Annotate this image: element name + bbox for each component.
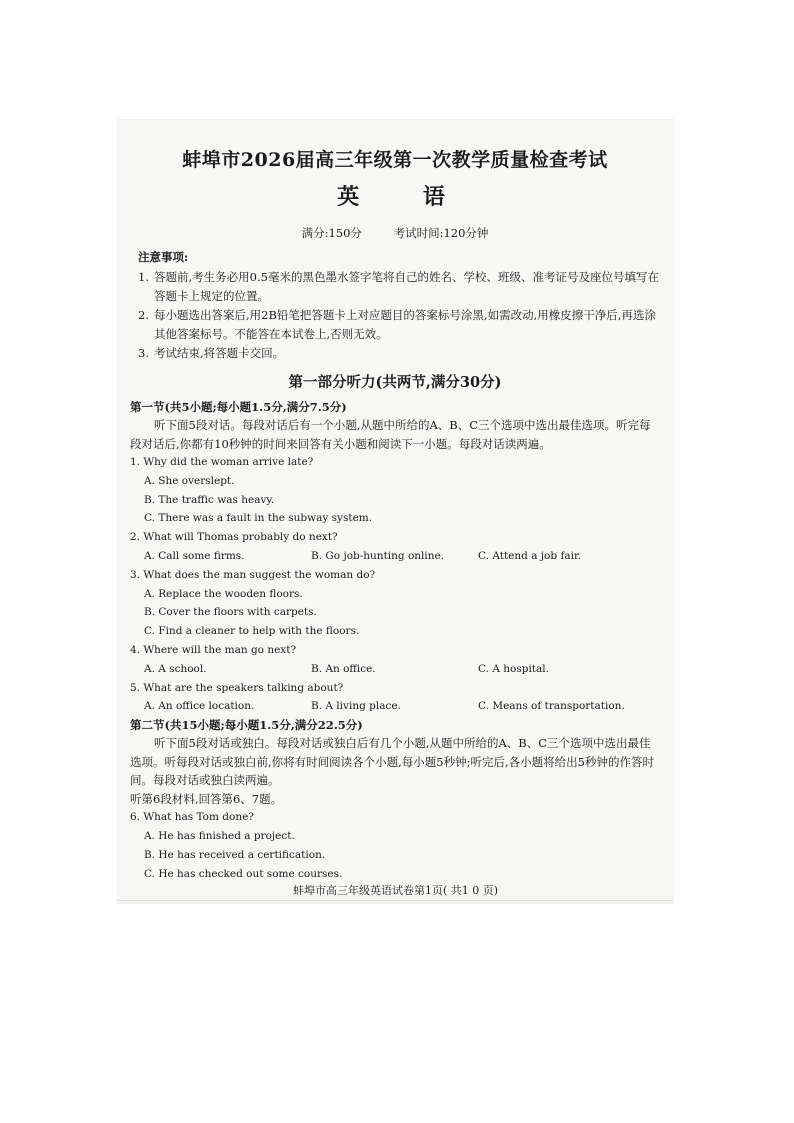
option-a: A. An office location. [144, 700, 255, 713]
part-title: 第一部分听力(共两节,满分30分) [288, 374, 502, 391]
option-row [130, 547, 660, 566]
notice-num: 2. [138, 308, 149, 322]
option-b: B. Go job-hunting online. [311, 549, 445, 562]
option-c: C. He has checked out some courses. [144, 867, 343, 880]
notice-item [138, 268, 660, 306]
subject-title: 英 语 [337, 184, 473, 210]
option-row [130, 660, 660, 679]
exam-content [130, 145, 660, 883]
option-b: B. A living place. [311, 700, 401, 713]
option-a: A. A school. [144, 662, 207, 675]
exam-duration: 考试时间:120分钟 [393, 226, 489, 240]
option-a: A. Replace the wooden floors. [144, 587, 303, 600]
exam-meta [130, 225, 660, 241]
question-stem: 5. What are the speakers talking about? [130, 681, 344, 694]
question-stem: 3. What does the man suggest the woman do? [130, 568, 376, 581]
full-score: 满分:150分 [301, 226, 362, 240]
exam-title: 蚌埠市2026届高三年级第一次教学质量检查考试 [182, 149, 608, 171]
notice-text: 答题前,考生务必用0.5毫米的黑色墨水签字笔将自己的姓名、学校、班级、准考证号及座位号填写在答题卡上规定的位置。 [154, 270, 659, 303]
section-instructions: 听下面5段对话。每段对话后有一个小题,从题中所给的A、B、C三个选项中选出最佳选项。听完每段对话后,你都有10秒钟的时间来回答有关小题和阅读下一小题。每段对话读两遍。 [130, 418, 651, 451]
notice-text: 考试结束,将答题卡交回。 [154, 346, 285, 360]
option-c: C. There was a fault in the subway system. [144, 512, 373, 525]
question-stem: 4. Where will the man go next? [130, 643, 297, 656]
option-a: A. Call some firms. [144, 549, 245, 562]
notice-item [138, 306, 660, 344]
notice-num: 3. [138, 346, 149, 360]
material-note: 听第6段材料,回答第6、7题。 [130, 791, 283, 806]
section-instructions: 听下面5段对话或独白。每段对话或独白后有几个小题,从题中所给的A、B、C三个选项中选出最佳选项。听每段对话或独白前,你将有时间阅读各个小题,每小题5秒钟;听完后,各小题将给出5秒钟的作答时间。每段对话或独白读两遍。 [130, 736, 654, 788]
section-title: 第二节(共15小题;每小题1.5分,满分22.5分) [130, 718, 363, 733]
option-c: C. A hospital. [478, 662, 549, 675]
question-stem: 1. Why did the woman arrive late? [130, 456, 314, 468]
option-c: C. Means of transportation. [478, 700, 625, 713]
option-c: C. Find a cleaner to help with the floors. [144, 625, 360, 638]
footer-divider [118, 900, 673, 901]
notice-item [138, 344, 660, 363]
question-stem: 6. What has Tom done? [130, 811, 254, 824]
notice-num: 1. [138, 270, 149, 284]
option-c: C. Attend a job fair. [478, 549, 582, 562]
option-a: A. He has finished a project. [144, 829, 295, 842]
question-stem: 2. What will Thomas probably do next? [130, 531, 338, 544]
notice-text: 每小题选出答案后,用2B铅笔把答题卡上对应题目的答案标号涂黑,如需改动,用橡皮擦干净后,再选涂其他答案标号。不能答在本试卷上,否则无效。 [154, 308, 656, 341]
page-footer: 蚌埠市高三年级英语试卷第1页( 共1 0 页) [292, 884, 499, 897]
section-title: 第一节(共5小题;每小题1.5分,满分7.5分) [130, 400, 347, 414]
option-a: A. She overslept. [144, 474, 235, 487]
option-b: B. Cover the floors with carpets. [144, 606, 317, 619]
option-b: B. He has received a certification. [144, 848, 326, 861]
option-b: B. The traffic was heavy. [144, 493, 275, 506]
option-b: B. An office. [311, 662, 376, 675]
option-row [130, 697, 660, 716]
notice-title: 注意事项: [138, 250, 189, 264]
